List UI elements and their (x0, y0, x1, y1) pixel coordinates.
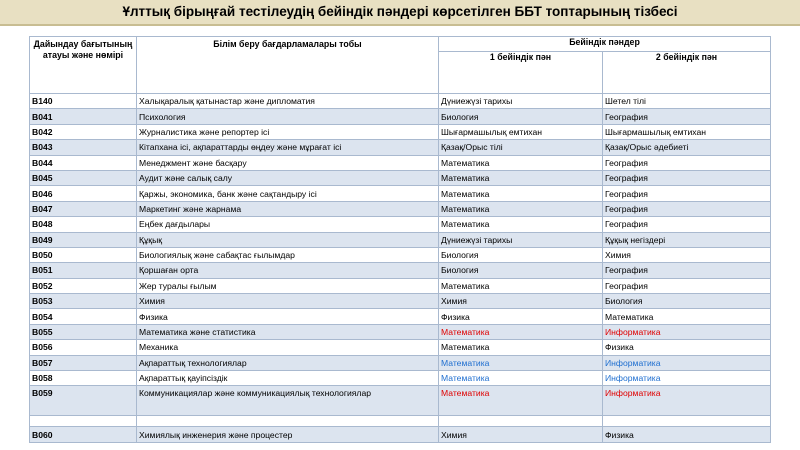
table-row (30, 263, 771, 278)
code-cell: B049 (30, 232, 137, 247)
table-row (30, 170, 771, 185)
code-cell: B051 (30, 263, 137, 278)
program-name-cell: Маркетинг және жарнама (137, 201, 439, 216)
table-row (30, 355, 771, 370)
subject-2-cell: Информатика (603, 386, 771, 416)
table-row (30, 278, 771, 293)
subject-2-cell: География (603, 170, 771, 185)
program-name-cell: Механика (137, 340, 439, 355)
subject-1-cell: Қазақ/Орыс тілі (439, 140, 603, 155)
subject-2-cell: Информатика (603, 371, 771, 386)
program-name-cell: Ақпараттық қауіпсіздік (137, 371, 439, 386)
table-row (30, 201, 771, 216)
program-name-cell: Математика және статистика (137, 324, 439, 339)
subject-1-cell: Биология (439, 247, 603, 262)
subject-1-cell: Математика (439, 386, 603, 416)
subject-1-cell: Математика (439, 340, 603, 355)
subject-2-cell: Физика (603, 340, 771, 355)
subject-2-cell: Шығармашылық емтихан (603, 124, 771, 139)
table-row (30, 124, 771, 139)
header-subject-2: 2 бейіндік пән (603, 52, 771, 94)
code-cell: B140 (30, 94, 137, 109)
subject-2-cell: География (603, 278, 771, 293)
table-row (30, 217, 771, 232)
code-cell: B041 (30, 109, 137, 124)
code-cell: B048 (30, 217, 137, 232)
spacer-row (30, 416, 771, 427)
subject-1-cell: Шығармашылық емтихан (439, 124, 603, 139)
subject-2-cell: Физика (603, 427, 771, 442)
subject-1-cell: Физика (439, 309, 603, 324)
program-name-cell: Психология (137, 109, 439, 124)
subject-2-cell: Химия (603, 247, 771, 262)
program-name-cell: Менеджмент және басқару (137, 155, 439, 170)
code-cell: B058 (30, 371, 137, 386)
table-row (30, 232, 771, 247)
subject-2-cell: География (603, 109, 771, 124)
subject-2-cell: География (603, 155, 771, 170)
header-profile-subjects: Бейіндік пәндер (439, 37, 771, 52)
program-name-cell: Химия (137, 294, 439, 309)
subject-1-cell: Математика (439, 324, 603, 339)
subject-1-cell: Математика (439, 186, 603, 201)
page-title: Ұлттық бірыңғай тестілеудің бейіндік пәндері көрсетілген ББТ топтарының тізбесі (0, 0, 800, 26)
code-cell: B055 (30, 324, 137, 339)
subject-1-cell: Дүниежүзі тарихы (439, 232, 603, 247)
code-cell: B059 (30, 386, 137, 416)
subject-2-cell: География (603, 263, 771, 278)
program-name-cell: Қаржы, экономика, банк және сақтандыру ісі (137, 186, 439, 201)
subject-1-cell: Математика (439, 355, 603, 370)
subject-2-cell: География (603, 217, 771, 232)
subject-1-cell: Дүниежүзі тарихы (439, 94, 603, 109)
program-name-cell: Халықаралық қатынастар және дипломатия (137, 94, 439, 109)
code-cell: B054 (30, 309, 137, 324)
subject-2-cell: География (603, 201, 771, 216)
subject-2-cell: Информатика (603, 324, 771, 339)
subject-1-cell: Химия (439, 294, 603, 309)
code-cell: B060 (30, 427, 137, 442)
table-row (30, 94, 771, 109)
program-name-cell: Коммуникациялар және коммуникациялық технологиялар (137, 386, 439, 416)
subject-1-cell: Биология (439, 263, 603, 278)
program-name-cell: Кітапхана ісі, ақпараттарды өңдеу және мұрағат ісі (137, 140, 439, 155)
table-row (30, 247, 771, 262)
code-cell: B044 (30, 155, 137, 170)
subject-1-cell: Математика (439, 170, 603, 185)
code-cell: B047 (30, 201, 137, 216)
table-body (30, 94, 771, 443)
code-cell: B042 (30, 124, 137, 139)
table-row (30, 109, 771, 124)
subject-1-cell: Математика (439, 371, 603, 386)
table-row (30, 340, 771, 355)
table-row (30, 386, 771, 416)
code-cell: B043 (30, 140, 137, 155)
table-row (30, 371, 771, 386)
table-row (30, 140, 771, 155)
subject-2-cell: Информатика (603, 355, 771, 370)
table-row (30, 324, 771, 339)
code-cell: B052 (30, 278, 137, 293)
program-name-cell: Ақпараттық технологиялар (137, 355, 439, 370)
subject-2-cell: Құқық негіздері (603, 232, 771, 247)
program-name-cell: Аудит және салық салу (137, 170, 439, 185)
table-row (30, 155, 771, 170)
subject-1-cell: Химия (439, 427, 603, 442)
program-name-cell: Жер туралы ғылым (137, 278, 439, 293)
subject-2-cell: География (603, 186, 771, 201)
header-direction: Дайындау бағытының атауы және нөмірі (30, 37, 137, 94)
subject-2-cell: Қазақ/Орыс әдебиеті (603, 140, 771, 155)
code-cell: B046 (30, 186, 137, 201)
program-name-cell: Журналистика және репортер ісі (137, 124, 439, 139)
subject-2-cell: Шетел тілі (603, 94, 771, 109)
ent-groups-table (29, 36, 771, 443)
subject-1-cell: Математика (439, 217, 603, 232)
subject-1-cell: Математика (439, 278, 603, 293)
subject-2-cell: Биология (603, 294, 771, 309)
code-cell: B053 (30, 294, 137, 309)
subject-1-cell: Математика (439, 155, 603, 170)
table-row (30, 294, 771, 309)
table-row (30, 309, 771, 324)
program-name-cell: Биологиялық және сабақтас ғылымдар (137, 247, 439, 262)
program-name-cell: Химиялық инженерия және процестер (137, 427, 439, 442)
code-cell: B050 (30, 247, 137, 262)
table-row (30, 186, 771, 201)
code-cell: B056 (30, 340, 137, 355)
subject-1-cell: Биология (439, 109, 603, 124)
header-program-group: Білім беру бағдарламалары тобы (137, 37, 439, 94)
subject-2-cell: Математика (603, 309, 771, 324)
program-name-cell: Құқық (137, 232, 439, 247)
subject-1-cell: Математика (439, 201, 603, 216)
program-name-cell: Еңбек дағдылары (137, 217, 439, 232)
table-row (30, 427, 771, 442)
header-subject-1: 1 бейіндік пән (439, 52, 603, 94)
code-cell: B057 (30, 355, 137, 370)
code-cell: B045 (30, 170, 137, 185)
program-name-cell: Физика (137, 309, 439, 324)
program-name-cell: Қоршаған орта (137, 263, 439, 278)
